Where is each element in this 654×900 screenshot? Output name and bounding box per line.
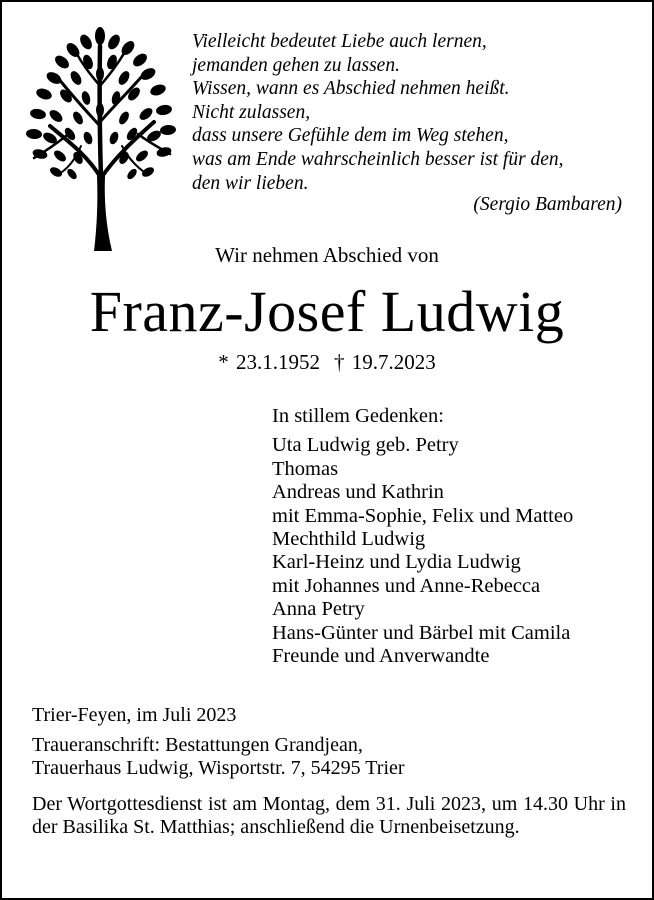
mourner-name: Hans-Günter und Bärbel mit Camila — [272, 621, 571, 644]
service-notice: Der Wortgottesdienst ist am Montag, dem 31. Juli 2023, um 14.30 Uhr in der Basilika St. Matthias; anschließend die Urnenbeisetzung. — [32, 792, 626, 839]
intro-text: Wir nehmen Abschied von — [215, 243, 439, 267]
mourner-name: Thomas — [272, 457, 339, 480]
mourner-name: Mechthild Ludwig — [272, 528, 426, 551]
poem-line: den wir lieben. — [192, 172, 309, 194]
mourner-name: Karl-Heinz und Lydia Ludwig — [272, 551, 521, 574]
poem-line: dass unsere Gefühle dem im Weg stehen, — [192, 125, 509, 147]
poem-line: was am Ende wahrscheinlich besser ist für den, — [192, 148, 564, 170]
poem-line: Wissen, wann es Abschied nehmen heißt. — [192, 78, 510, 100]
mourner-name: Anna Petry — [272, 598, 365, 621]
address-line-1: Traueranschrift: Bestattungen Grandjean, — [32, 733, 363, 756]
mourning-address — [32, 734, 626, 781]
poem-line: jemanden gehen zu lassen. — [192, 54, 400, 76]
mourners-list — [272, 405, 573, 668]
notice-footer — [32, 704, 626, 840]
mourner-name: Andreas und Kathrin — [272, 481, 444, 504]
mourner-name: Freunde und Anverwandte — [272, 645, 490, 668]
mourners-heading: In stillem Gedenken: — [272, 405, 444, 427]
poem-line: Vielleicht bedeutet Liebe auch lernen, — [192, 31, 487, 52]
mourner-name: mit Johannes und Anne-Rebecca — [272, 574, 541, 597]
poem — [192, 30, 632, 217]
poem-line: Nicht zulassen, — [192, 101, 311, 123]
address-line-2: Trauerhaus Ludwig, Wisportstr. 7, 54295 Trier — [32, 757, 405, 780]
mourner-name: mit Emma-Sophie, Felix und Matteo — [272, 504, 574, 527]
mourner-name: Uta Ludwig geb. Petry — [272, 434, 459, 457]
place-date: Trier-Feyen, im Juli 2023 — [32, 704, 237, 726]
birth-date: * 23.1.1952 — [218, 350, 320, 374]
death-date: † 19.7.2023 — [334, 350, 436, 374]
life-dates — [2, 350, 652, 375]
tree-icon — [26, 26, 176, 251]
deceased-name: Franz-Josef Ludwig — [89, 279, 565, 344]
poem-author: (Sergio Bambaren) — [473, 194, 622, 216]
